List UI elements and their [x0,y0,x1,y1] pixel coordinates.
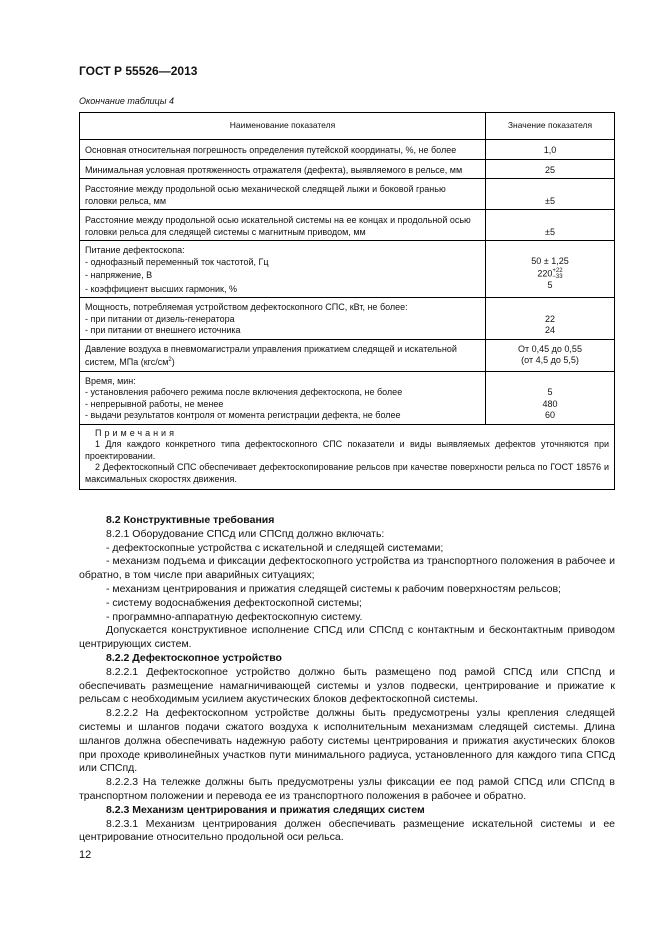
table-row-pressure [80,339,615,371]
row-name: Расстояние между продольной осью искательной системы на ее концах и продольной осью головки рельса для следящей системы с магнитным приводом, мм [80,210,486,241]
parameters-table [79,112,615,490]
row-value: 25 [486,159,615,179]
tol-plus: +22 [552,267,563,274]
section-heading: 8.2 Конструктивные требования [106,514,275,526]
consumption-values [486,298,615,340]
notes-title: Примечания [95,427,177,438]
note-2: 2 Дефектоскопный СПС обеспечивает дефектоскопирование рельсов при качестве поверхности рельса по ГОСТ 18576 и максимальных скоростях движения. [85,462,609,484]
section-heading: 8.2.3 Механизм центрирования и прижатия следящих систем [106,803,425,816]
power-value: 50 ± 1,25 [531,256,569,266]
time-value: 60 [544,410,555,420]
consumption-item: - при питании от дизель-генератора [85,313,235,324]
paragraph: 8.2.2.2 На дефектоскопном устройстве должны быть предусмотрены узлы крепления следящей системы и шлангов подачи сжатого воздуха к исполнительным механизмам следящей системы. Длина шлангов должна обеспечивать надежную работу системы центрирования и прижатия акустических блоков при проходе криволинейных участков пути минимального радиуса, установленного для каждого типа СПСд или СПСпд. [79,707,615,775]
power-value-voltage [488,268,612,280]
power-item: - однофазный переменный ток частотой, Гц [85,256,269,267]
time-values [486,371,615,424]
time-item: - выдачи результатов контроля от момента регистрации дефекта, не более [85,410,401,420]
pressure-value: (от 4,5 до 5,5) [521,355,579,365]
page-number: 12 [79,849,92,861]
row-name: Основная относительная погрешность определения путейской координаты, %, не более [80,140,486,160]
consumption-cell [80,298,486,340]
table-row [80,159,615,179]
time-value: 480 [542,398,558,409]
paragraph: 8.2.3.1 Механизм центрирования должен обеспечивать размещение искательной системы и ее центрирование относительно продольной оси рельса. [79,817,615,844]
row-value: ±5 [486,179,615,210]
consumption-title: Мощность, потребляемая устройством дефектоскопного СПС, кВт, не более: [85,302,408,312]
pressure-sup: 2 [168,357,172,363]
list-item: - дефектоскопные устройства с искательной и следящей системами; [106,541,444,554]
power-values [486,241,615,298]
notes-cell [80,424,615,490]
section-heading: 8.2.2 Дефектоскопное устройство [106,651,282,664]
list-item: - программно-аппаратную дефектоскопную систему. [106,610,363,623]
consumption-value: 24 [544,325,555,335]
power-cell [80,241,486,298]
table-caption: Окончание таблицы 4 [79,96,174,106]
consumption-value: 22 [544,313,555,324]
paragraph: 8.2.2.1 Дефектоскопное устройство должно быть размещено под рамой СПСд или СПСпд и обеспечивать размещение намагничивающей системы и узлов подвески, центрирование и прижатие к рельсам с необходимым усилием акустических блоков дефектоскопной системы. [79,665,615,706]
list-item: - механизм подъема и фиксации дефектоскопного устройства из транспортного положения в рабочее и обратно, в том числе при аварийных ситуациях; [79,555,615,582]
power-item: - коэффициент высших гармоник, % [85,283,237,294]
paragraph: 8.2.1 Оборудование СПСд или СПСпд должно включать: [106,527,385,540]
row-value: ±5 [486,210,615,241]
table-row-time [80,371,615,424]
note-1: 1 Для каждого конкретного типа дефектоскопного СПС показатели и виды выявляемых дефектов уточняются при проектировании. [85,439,609,461]
power-title: Питание дефектоскопа: [85,245,185,255]
time-title: Время, мин: [85,375,136,386]
row-name: Расстояние между продольной осью механической следящей лыжи и боковой гранью головки рельса, мм [80,179,486,210]
pressure-name: Давление воздуха в пневмомагистрали управления прижатием следящей и искательной систем, МПа (кгс/см [85,343,457,367]
tol-minus: −33 [552,273,563,280]
time-item: - непрерывной работы, не менее [85,398,224,409]
row-name: Минимальная условная протяженность отражателя (дефекта), выявляемого в рельсе, мм [80,159,486,179]
paragraph: Допускается конструктивное исполнение СПСд или СПСпд с контактным и бесконтактным приводом центрирующих систем. [79,624,615,651]
pressure-value: От 0,45 до 0,55 [518,343,582,354]
col-header-name: Наименование показателя [80,113,486,140]
table-row [80,179,615,210]
list-item: - систему водоснабжения дефектоскопной системы; [106,596,362,609]
document-header: ГОСТ Р 55526—2013 [79,64,198,78]
pressure-cell [80,339,486,371]
table-row-consumption [80,298,615,340]
pressure-close: ) [171,357,175,367]
table-row [80,210,615,241]
time-value: 5 [547,387,553,397]
time-cell [80,371,486,424]
time-item: - установления рабочего режима после включения дефектоскопа, не более [85,387,403,397]
col-header-value: Значение показателя [486,113,615,140]
table-row [80,140,615,160]
body-text [79,514,615,845]
pressure-values [486,339,615,371]
power-item: - напряжение, В [85,270,153,280]
paragraph: 8.2.2.3 На тележке должны быть предусмотрены узлы фиксации ее под рамой СПСд или СПСпд в транспортном положении и перевода ее из транспортного положения в рабочее и обратно. [79,776,615,802]
table-header-row [80,113,615,140]
table-notes-row [80,424,615,490]
row-value: 1,0 [486,140,615,160]
table-row-power [80,241,615,298]
consumption-item: - при питании от внешнего источника [85,325,241,335]
list-item: - механизм центрирования и прижатия следящей системы к рабочим поверхностям рельсов; [106,582,561,595]
voltage-tolerance [552,268,562,280]
power-value: 5 [547,279,553,290]
voltage-base: 220 [537,267,553,278]
